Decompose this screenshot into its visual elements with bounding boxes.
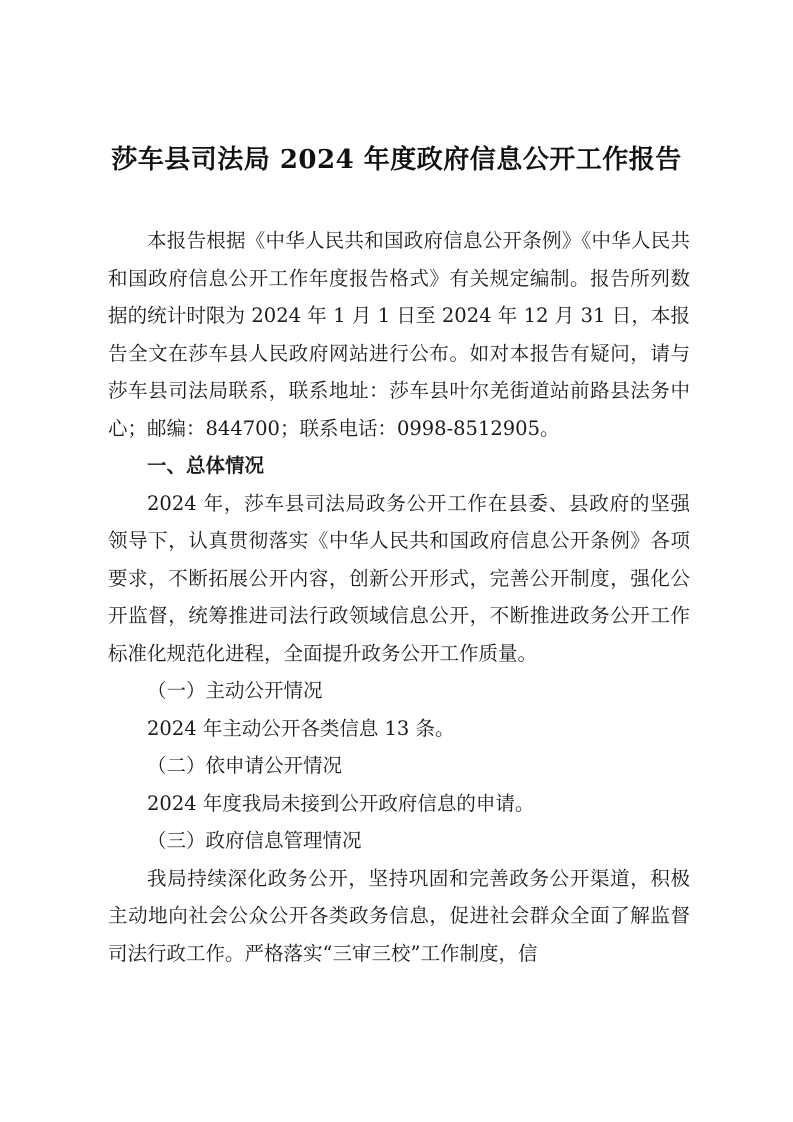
active-disclosure-paragraph: 2024 年主动公开各类信息 13 条。 (147, 716, 455, 740)
page-title: 莎车县司法局 2024 年度政府信息公开工作报告 (111, 145, 682, 175)
request-disclosure-paragraph: 2024 年度我局未接到公开政府信息的申请。 (147, 791, 535, 815)
subheading-info-management: （三）政府信息管理情况 (147, 829, 362, 852)
info-management-paragraph: 我局持续深化政务公开，坚持巩固和完善政务公开渠道，积极主动地向社会公众公开各类政务信息，促进社会群众全面了解监督司法行政工作。严格落实“三审三校”工作制度，信 (108, 866, 690, 965)
section-heading-overview: 一、总体情况 (147, 454, 265, 477)
subheading-request-disclosure: （二）依申请公开情况 (147, 754, 343, 777)
subheading-active-disclosure: （一）主动公开情况 (147, 679, 323, 702)
intro-paragraph: 本报告根据《中华人民共和国政府信息公开条例》《中华人民共和国政府信息公开工作年度报告格式》有关规定编制。报告所列数据的统计时限为 2024 年 1 月 1 日至 2024 年 12 月 31 日，本报告全文在莎车县人民政府网站进行公布。如对本报告有疑问，请与莎车县司法局联系，联系地址：莎车县叶尔羌街道站前路县法务中心；邮编：844700；联系电话：0998-8512905。 (108, 229, 690, 440)
document-body (108, 222, 690, 972)
overview-paragraph: 2024 年，莎车县司法局政务公开工作在县委、县政府的坚强领导下，认真贯彻落实《中华人民共和国政府信息公开条例》各项要求，不断拓展公开内容，创新公开形式，完善公开制度，强化公开监督，统筹推进司法行政领域信息公开，不断推进政务公开工作标准化规范化进程，全面提升政务公开工作质量。 (108, 491, 690, 665)
